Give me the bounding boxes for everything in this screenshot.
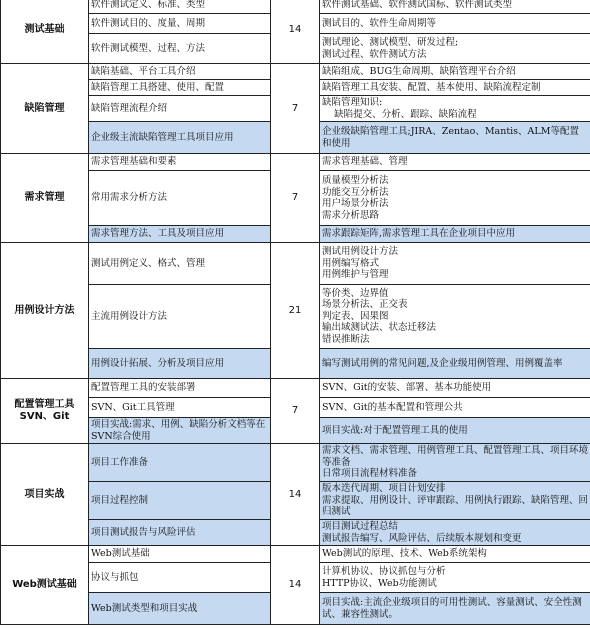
topic-cell: 用例设计拓展、分析及项目应用	[89, 349, 271, 379]
table-row	[1, 243, 590, 285]
hours-cell: 21	[271, 243, 320, 379]
module-name: 用例设计方法	[1, 243, 89, 379]
content-cell: 测试目的、软件生命周期等	[320, 14, 590, 34]
topic-cell: 缺陷管理工具搭建、使用、配置	[89, 80, 271, 96]
topic-cell: 主流用例设计方法	[89, 285, 271, 349]
content-cell: 测试用例设计方法 用例编写格式 用例维护与管理	[320, 243, 590, 285]
topic-cell: 协议与抓包	[89, 563, 271, 593]
topic-cell: 测试用例定义、格式、管理	[89, 243, 271, 285]
content-cell: 缺陷管理知识: 缺陷提交、分析、跟踪、缺陷流程	[320, 96, 590, 122]
module-name: 配置管理工具 SVN、Git	[1, 379, 89, 444]
content-cell: SVN、Git的安装、部署、基本功能使用	[320, 379, 590, 398]
topic-cell: 软件测试定义、标准、类型	[89, 0, 271, 14]
module-name: 需求管理	[1, 154, 89, 243]
content-cell: 企业级缺陷管理工具;JIRA、Zentao、Mantis、ALM等配置和使用	[320, 122, 590, 154]
content-cell: SVN、Git的基本配置和管理公共	[320, 398, 590, 418]
topic-cell: 项目测试报告与风险评估	[89, 520, 271, 546]
content-cell: Web测试的原理、技术、Web系统架构	[320, 546, 590, 563]
module-name: 项目实战	[1, 444, 89, 546]
content-cell: 等价类、边界值 场景分析法、正交表 判定表、因果图 输出域测试法、状态迁移法 错误推断法	[320, 285, 590, 349]
table-row	[1, 444, 590, 482]
topic-cell: Web测试基础	[89, 546, 271, 563]
content-cell: 需求跟踪矩阵,需求管理工具在企业项目中应用	[320, 226, 590, 243]
topic-cell: 软件测试模型、过程、方法	[89, 34, 271, 64]
module-name: Web测试基础	[1, 546, 89, 625]
content-cell: 缺陷组成、BUG生命周期、缺陷管理平台介绍	[320, 64, 590, 80]
topic-cell: 需求管理方法、工具及项目应用	[89, 226, 271, 243]
topic-cell: 企业级主流缺陷管理工具项目应用	[89, 122, 271, 154]
content-cell: 测试理论、测试模型、研发过程; 测试过程、软件测试方法	[320, 34, 590, 64]
topic-cell: 项目过程控制	[89, 482, 271, 520]
topic-cell: 项目实战:需求、用例、缺陷分析文档等在SVN综合使用	[89, 418, 271, 444]
topic-cell: 常用需求分析方法	[89, 171, 271, 226]
content-cell: 需求文档、需求管理、用例管理工具、配置管理工具、项目环境等准备 日常项目流程材料准备	[320, 444, 590, 482]
module-name: 缺陷管理	[1, 64, 89, 154]
table-row	[1, 379, 590, 398]
content-cell: 项目实战:主流企业级项目的可用性测试、容量测试、安全性测试、兼容性测试。	[320, 593, 590, 625]
topic-cell: 缺陷管理流程介绍	[89, 96, 271, 122]
content-cell: 计算机协议、协议抓包与分析 HTTP协议、Web功能测试	[320, 563, 590, 593]
topic-cell: 配置管理工具的安装部署	[89, 379, 271, 398]
topic-cell: Web测试类型和项目实战	[89, 593, 271, 625]
content-cell: 缺陷管理工具安装、配置、基本使用、缺陷流程定制	[320, 80, 590, 96]
hours-cell: 7	[271, 379, 320, 444]
content-cell: 软件测试基础、软件测试国标、软件测试类型	[320, 0, 590, 14]
hours-cell: 14	[271, 0, 320, 64]
content-cell: 质量模型分析法 功能交互分析法 用户场景分析法 需求分析思路	[320, 171, 590, 226]
topic-cell: 项目工作准备	[89, 444, 271, 482]
hours-cell: 14	[271, 546, 320, 625]
topic-cell: 需求管理基础和要素	[89, 154, 271, 171]
topic-cell: 缺陷基础、平台工具介绍	[89, 64, 271, 80]
topic-cell: SVN、Git工具管理	[89, 398, 271, 418]
content-cell: 版本迭代周期、项目计划安排 需求提取、用例设计、评审跟踪、用例执行跟踪、缺陷管理、回归测试	[320, 482, 590, 520]
content-cell: 编写测试用例的常见问题,及企业级用例管理、用例覆盖率	[320, 349, 590, 379]
table-row	[1, 0, 590, 14]
topic-cell: 软件测试目的、度量、周期	[89, 14, 271, 34]
hours-cell: 7	[271, 154, 320, 243]
table-row	[1, 546, 590, 563]
table-row	[1, 64, 590, 80]
hours-cell: 14	[271, 444, 320, 546]
hours-cell: 7	[271, 64, 320, 154]
content-cell: 项目测试过程总结 测试报告编写、风险评估、后续版本规划和变更	[320, 520, 590, 546]
module-name: 测试基础	[1, 0, 89, 64]
table-row	[1, 154, 590, 171]
content-cell: 项目实战:对于配置管理工具的使用	[320, 418, 590, 444]
content-cell: 需求管理基础、管理	[320, 154, 590, 171]
